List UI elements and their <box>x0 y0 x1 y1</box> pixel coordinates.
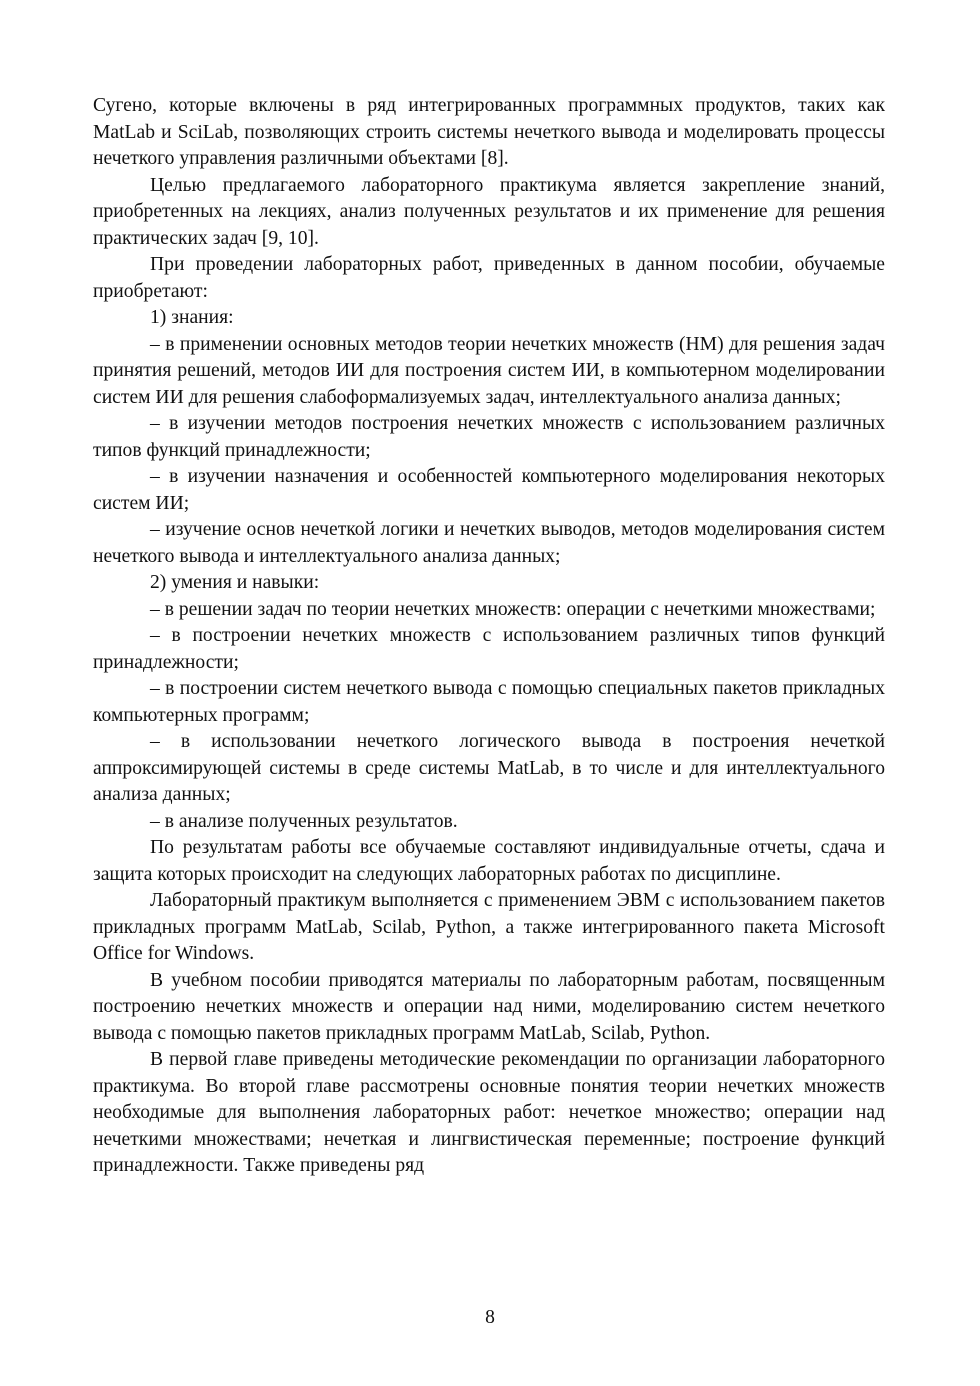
list-item: – в изучении методов построения нечетких множеств с использованием различных типов функций принадлежности; <box>93 413 885 461</box>
list-item: – изучение основ нечеткой логики и нечетких выводов, методов моделирования систем нечеткого вывода и интеллектуального анализа данных; <box>93 519 885 567</box>
body-text <box>93 93 885 1180</box>
paragraph-reports: По результатам работы все обучаемые составляют индивидуальные отчеты, сдача и защита которых происходит на следующих лабораторных работах по дисциплине. <box>93 837 885 885</box>
list-item: – в решении задач по теории нечетких множеств: операции с нечеткими множествами; <box>150 598 876 620</box>
paragraph-software: Лабораторный практикум выполняется с применением ЭВМ с использованием пакетов прикладных программ MatLab, Scilab, Python, а также интегрированного пакета Microsoft Office for Windows. <box>93 890 885 964</box>
list-heading-knowledge: 1) знания: <box>150 307 234 328</box>
paragraph-materials: В учебном пособии приводятся материалы по лабораторным работам, посвященным построению нечетких множеств и операции над ними, моделированию систем нечеткого вывода с помощью пакетов прикладных программ MatLab, Scilab, Python. <box>93 969 885 1044</box>
list-item: – в построении нечетких множеств с использованием различных типов функций принадлежности; <box>93 625 885 673</box>
list-heading-skills: 2) умения и навыки: <box>150 572 320 593</box>
list-item: – в применении основных методов теории нечетких множеств (НМ) для решения задач принятия решений, методов ИИ для построения систем ИИ, в компьютерном моделировании систем ИИ для решения слабоформализуемых задач, интеллектуального анализа данных; <box>93 333 885 408</box>
paragraph-continuation: Сугено, которые включены в ряд интегрированных программных продуктов, таких как MatLab и SciLab, позволяющих строить системы нечеткого вывода и моделировать процессы нечеткого управления различными объектами [8]. <box>93 95 885 169</box>
paragraph-chapters: В первой главе приведены методические рекомендации по организации лабораторного практикума. Во второй главе рассмотрены основные понятия теории нечетких множеств необходимые для выполнения лабораторных работ: нечеткое множество; операции над нечеткими множествами; нечеткая и лингвистическая переменные; построение функций принадлежности. Также приведены ряд <box>93 1049 885 1176</box>
paragraph-purpose: Целью предлагаемого лабораторного практикума является закрепление знаний, приобретенных на лекциях, анализ полученных результатов и их применение для решения практических задач [9, 10]. <box>93 174 885 249</box>
page-number: 8 <box>485 1307 495 1328</box>
list-item: – в анализе полученных результатов. <box>150 810 458 832</box>
list-item: – в изучении назначения и особенностей компьютерного моделирования некоторых систем ИИ; <box>93 466 885 514</box>
list-item: – в построении систем нечеткого вывода с помощью специальных пакетов прикладных компьютерных программ; <box>93 678 885 726</box>
list-item: – в использовании нечеткого логического вывода в построения нечеткой аппроксимирующей системы в среде системы MatLab, в то числе и для интеллектуального анализа данных; <box>93 731 885 805</box>
paragraph-students-acquire: При проведении лабораторных работ, приведенных в данном пособии, обучаемые приобретают: <box>93 254 885 302</box>
